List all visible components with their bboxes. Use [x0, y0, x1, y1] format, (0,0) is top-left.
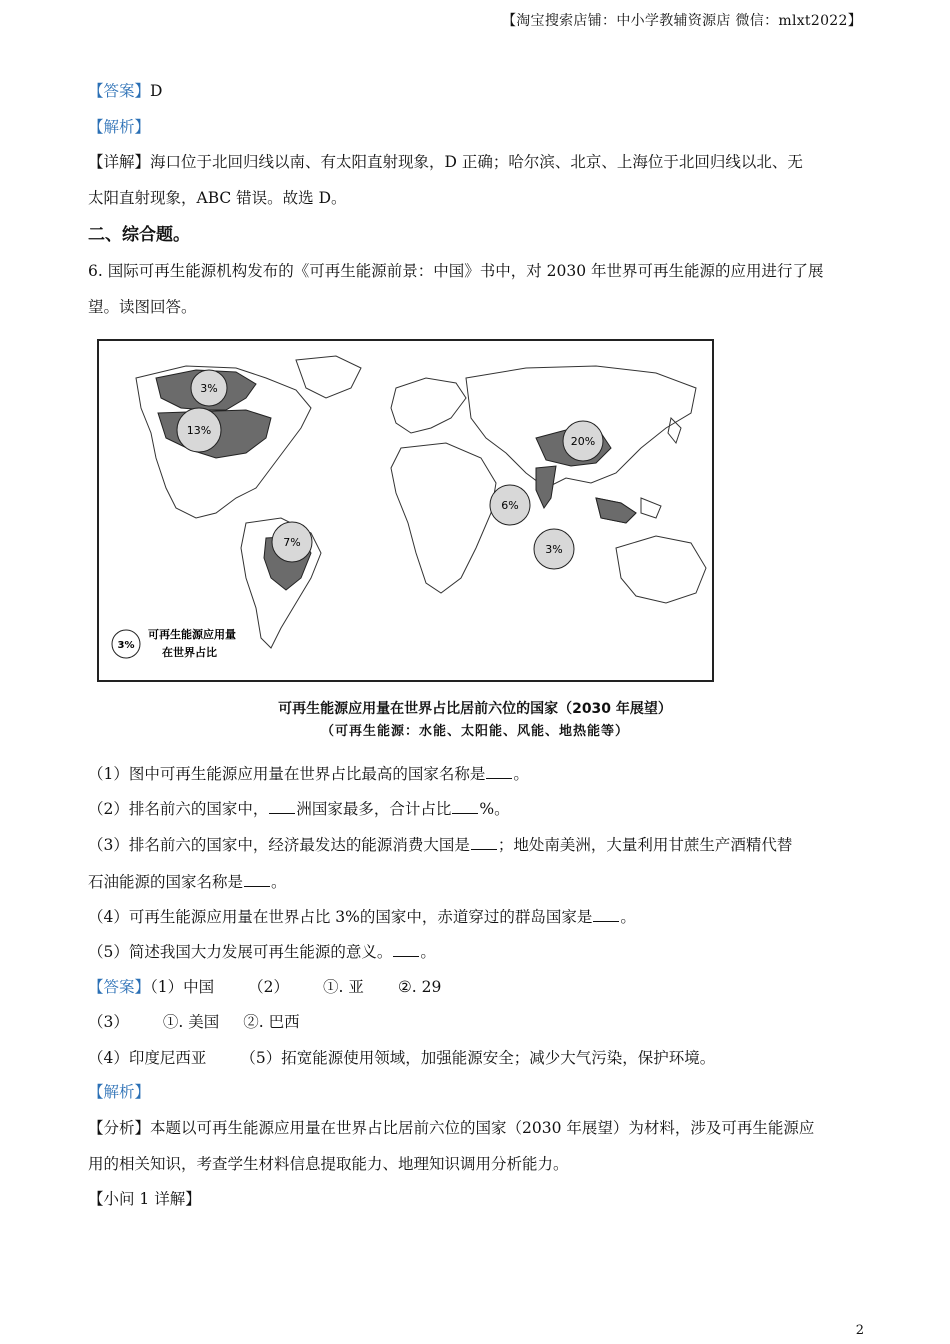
answer-3: （3） — [88, 1013, 129, 1031]
q6-fenxi-line-2: 用的相关知识，考查学生材料信息提取能力、地理知识调用分析能力。 — [88, 1155, 569, 1173]
blank — [269, 799, 295, 814]
answer-3-1: ①. 美国 — [162, 1013, 220, 1031]
q6-answer-row-1 — [88, 976, 441, 998]
q6-answer-row-3 — [88, 1047, 715, 1069]
answer-2-2: ②. 29 — [397, 978, 442, 996]
answer-label: 【答案】 — [88, 82, 151, 100]
answer-value: D — [150, 82, 163, 100]
blank — [244, 872, 270, 887]
q6-sub2-text-b: 洲国家最多，合计占比 — [296, 800, 452, 818]
q6-sub1 — [88, 763, 529, 785]
legend-line-1: 可再生能源应用量 — [148, 628, 236, 641]
bubble-usa-label: 13% — [186, 424, 212, 437]
answer-label: 【答案】 — [88, 978, 151, 996]
bubble-indonesia-label: 3% — [545, 543, 563, 556]
answer-4: （4）印度尼西亚 — [88, 1049, 207, 1067]
bubble-china-label: 20% — [570, 435, 596, 448]
q6-sub3-end: 。 — [271, 873, 287, 891]
blank — [393, 942, 419, 957]
q6-sub3-text-c: 石油能源的国家名称是 — [88, 873, 244, 891]
answer-3-2: ②. 巴西 — [243, 1013, 300, 1031]
page-number: 2 — [855, 1323, 864, 1338]
q6-sub5-text: （5）简述我国大力发展可再生能源的意义。 — [88, 943, 393, 961]
world-map-figure — [96, 338, 716, 684]
q5-answer-row — [88, 80, 162, 102]
q6-sub5-end: 。 — [420, 943, 436, 961]
answer-2: （2） — [248, 978, 290, 996]
q6-stem-line-2: 望。读图回答。 — [88, 298, 197, 316]
q6-sub3-text: （3）排名前六的国家中，经济最发达的能源消费大国是 — [88, 836, 470, 854]
q5-detail-line-2: 太阳直射现象，ABC 错误。故选 D。 — [88, 189, 347, 207]
blank — [486, 764, 512, 779]
page-header: 【淘宝搜索店铺：中小学教辅资源店 微信：mlxt2022】 — [501, 13, 862, 29]
bubble-canada-label: 3% — [200, 382, 218, 395]
q6-sub4 — [88, 906, 636, 928]
q6-stem-line-1: 6. 国际可再生能源机构发布的《可再生能源前景：中国》书中，对 2030 年世界可再生能源的应用进行了展 — [88, 262, 824, 280]
q6-sub3-line1 — [88, 834, 792, 856]
q6-sub3-text-b: ；地处南美洲，大量利用甘蔗生产酒精代替 — [497, 836, 793, 854]
q6-analysis-label: 【解析】 — [88, 1083, 151, 1101]
answer-5: （5）拓宽能源使用领域，加强能源安全；减少大气污染，保护环境。 — [240, 1049, 716, 1067]
world-map-svg — [96, 338, 716, 684]
q6-sub5 — [88, 941, 436, 963]
q6-sub2 — [88, 798, 510, 820]
q5-analysis-label: 【解析】 — [88, 118, 151, 136]
map-caption-1: 可再生能源应用量在世界占比居前六位的国家（2030 年展望） — [278, 701, 672, 717]
q6-sub1-end: 。 — [513, 765, 529, 783]
blank — [471, 835, 497, 850]
blank — [593, 907, 619, 922]
bubble-india-label: 6% — [501, 499, 519, 512]
q6-fenxi-line-1: 【分析】本题以可再生能源应用量在世界占比居前六位的国家（2030 年展望）为材料，涉及可再生能源应 — [88, 1119, 815, 1137]
q6-sub4-end: 。 — [620, 908, 636, 926]
q6-sub2-end: %。 — [479, 800, 510, 818]
blank — [452, 799, 478, 814]
q6-answer-row-2 — [88, 1011, 300, 1033]
legend-bubble-label: 3% — [117, 640, 135, 651]
legend-line-2: 在世界占比 — [162, 646, 217, 659]
q6-sub2-text: （2）排名前六的国家中， — [88, 800, 269, 818]
section-title: 二、综合题。 — [88, 225, 190, 245]
q6-sub1-text: （1）图中可再生能源应用量在世界占比最高的国家名称是 — [88, 765, 486, 783]
q6-sub4-text: （4）可再生能源应用量在世界占比 3%的国家中，赤道穿过的群岛国家是 — [88, 908, 593, 926]
answer-1: （1）中国 — [150, 978, 215, 996]
q6-sub1-detail-label: 【小问 1 详解】 — [88, 1190, 201, 1208]
bubble-brazil-label: 7% — [283, 536, 301, 549]
answer-2-1: ①. 亚 — [323, 978, 364, 996]
q5-detail-line-1: 【详解】海口位于北回归线以南、有太阳直射现象，D 正确；哈尔滨、北京、上海位于北回归线以北、无 — [88, 153, 803, 171]
q6-sub3-line2 — [88, 871, 287, 893]
map-caption-2: （可再生能源：水能、太阳能、风能、地热能等） — [320, 724, 629, 739]
